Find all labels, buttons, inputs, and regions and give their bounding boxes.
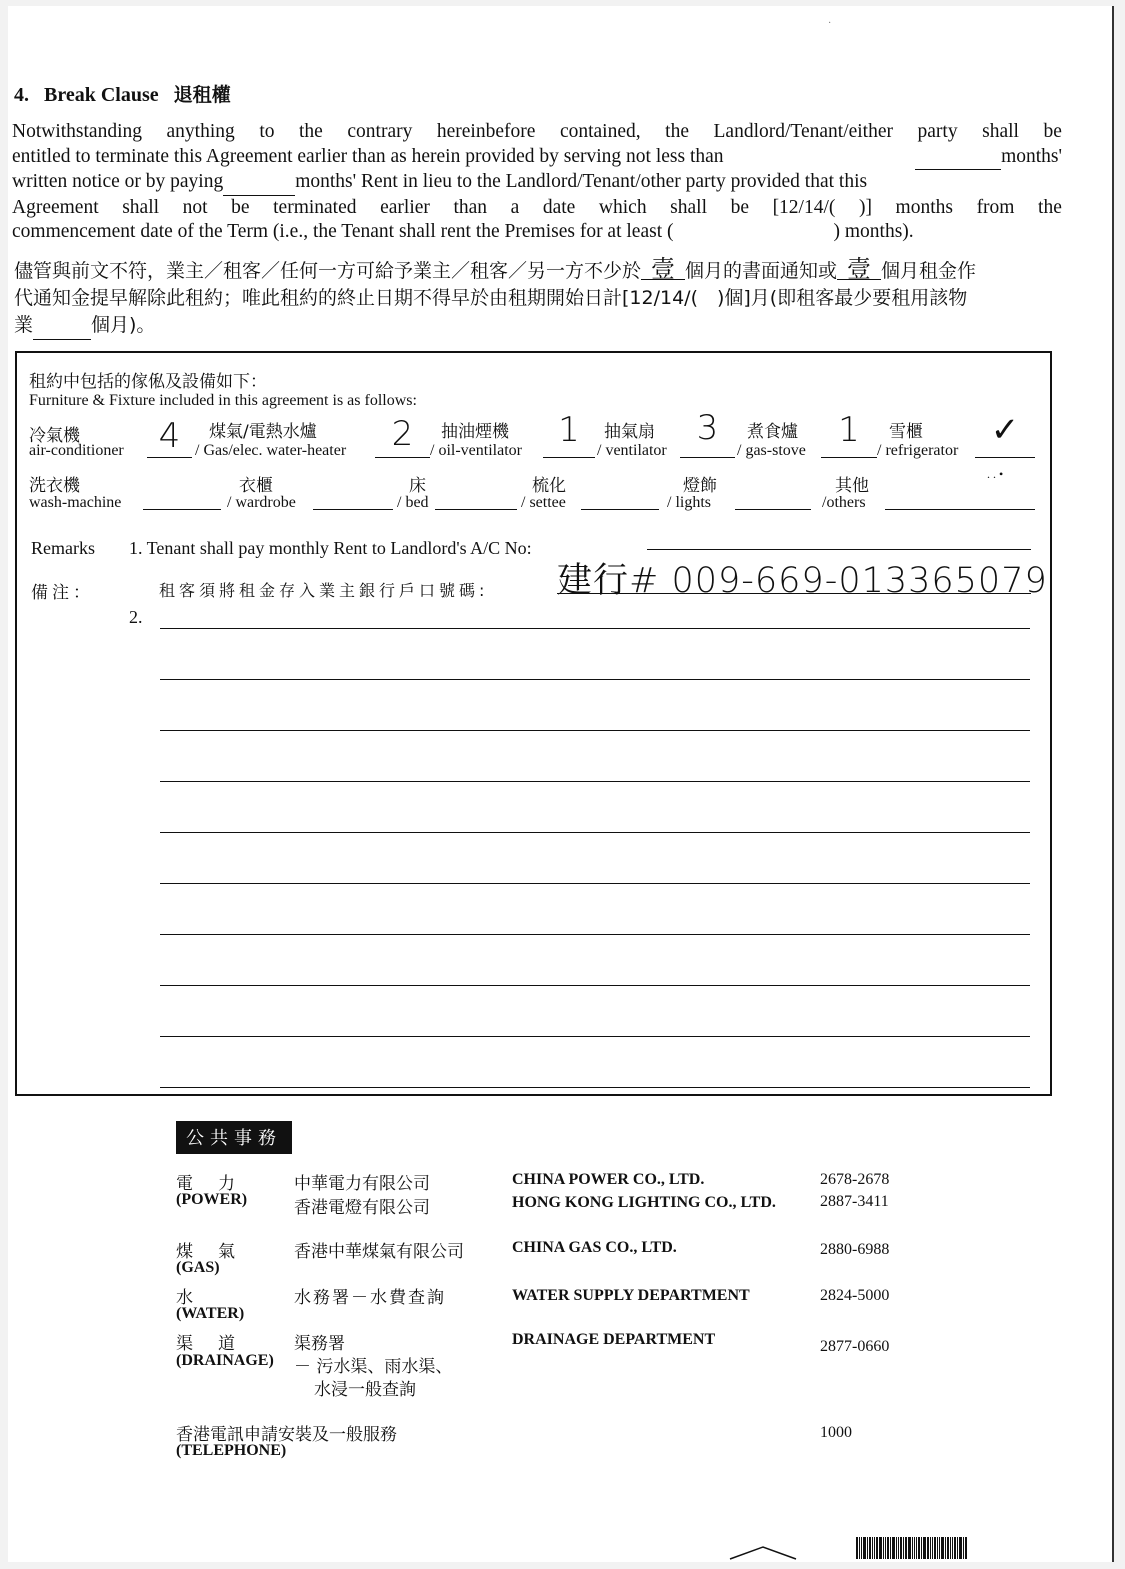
washer-label-en: wash-machine (29, 494, 122, 511)
clause-line-4-word: date (542, 196, 576, 218)
barcode-bar (859, 1537, 860, 1559)
gas-phone: 2880-6988 (820, 1241, 890, 1258)
clause-line-4-word: be (231, 196, 250, 218)
clause-line-3-end: months' Rent in lieu to the Landlord/Tenant/other party provided that this (295, 171, 868, 193)
gas-stove-label-zh: 煮食爐 (747, 422, 798, 442)
remark-line (160, 1036, 1030, 1037)
ventilator-blank (680, 457, 735, 458)
barcode-bar (927, 1537, 929, 1559)
barcode-bar (918, 1537, 920, 1559)
clause-line-4-word: the (1038, 196, 1062, 218)
drainage-dept-zh-3: 水浸一般查詢 (314, 1380, 416, 1400)
barcode-bar (945, 1537, 946, 1559)
clause-line-4-word: from (976, 196, 1015, 218)
clause-line-2-end: months' (1001, 145, 1062, 167)
zh-line-1a: 儘管與前文不符，業主／租客／任何一方可給予業主／租客／另一方不少於 (14, 260, 642, 282)
clause-line-1-word: to (259, 121, 275, 142)
drainage-dept-zh-2: － 污水渠、雨水渠、 (294, 1357, 453, 1377)
drainage-phone: 2877-0660 (820, 1338, 890, 1355)
section-number: 4. (14, 84, 29, 106)
wardrobe-label-zh: 衣櫃 (239, 476, 273, 496)
refrigerator-blank (975, 457, 1035, 458)
gas-stove-label-en: / gas-stove (737, 442, 806, 459)
clause-line-1-word: Notwithstanding (12, 121, 142, 142)
barcode-bar (912, 1537, 913, 1559)
gas-stove-blank (821, 457, 877, 458)
section-title-en: Break Clause (44, 84, 159, 106)
power-phone-1: 2678-2678 (820, 1171, 890, 1188)
zh-min-months-blank (33, 312, 91, 340)
zh-line-1b: 個月的書面通知或 (685, 260, 838, 282)
lights-label-zh: 燈飾 (683, 476, 717, 496)
water-category-en: (WATER) (176, 1305, 245, 1322)
notice-months-blank (915, 145, 1001, 171)
barcode-bar (939, 1537, 940, 1559)
barcode-bar (941, 1537, 944, 1559)
water-heater-blank (375, 457, 430, 458)
gas-category-en: (GAS) (176, 1259, 220, 1276)
clause-line-4-word: shall (122, 196, 160, 218)
wardrobe-blank (313, 509, 393, 510)
bed-label-zh: 床 (409, 476, 426, 496)
barcode-bar (867, 1537, 868, 1559)
barcode-bar (921, 1537, 922, 1559)
settee-blank (581, 509, 659, 510)
clause-line-3-text: written notice or by paying (12, 171, 224, 193)
clause-line-4 (12, 196, 1062, 221)
clause-line-4-word: Agreement (12, 196, 99, 218)
barcode-bar (898, 1537, 899, 1559)
gas-company-en: CHINA GAS CO., LTD. (512, 1239, 677, 1256)
lights-label-en: / lights (667, 494, 712, 511)
remarks-item-1-zh: 租客須將租金存入業主銀行戶口號碼: (159, 581, 489, 600)
clause-line-2 (12, 145, 1062, 171)
clause-line-4-word: shall (670, 196, 707, 218)
ventilator-qty-handwritten: 3 (696, 408, 719, 448)
barcode-bar (914, 1537, 915, 1559)
clause-line-5-end: ) months). (833, 221, 914, 243)
barcode-bar (923, 1537, 926, 1559)
settee-label-zh: 梳化 (532, 476, 566, 496)
others-label-zh: 其他 (835, 476, 869, 496)
barcode-bar (947, 1537, 949, 1559)
zh-line-1 (14, 255, 1104, 285)
aircon-qty-handwritten: 4 (158, 416, 181, 456)
water-heater-label-zh: 煤氣/電熱水爐 (209, 422, 317, 442)
clause-line-1-word: anything (166, 121, 235, 142)
gas-company-zh: 香港中華煤氣有限公司 (294, 1242, 464, 1262)
remarks-item-2: 2. (129, 607, 143, 627)
barcode-bar (957, 1537, 958, 1559)
clause-line-5 (12, 220, 1062, 245)
barcode-bar (954, 1537, 956, 1559)
power-company-zh-2: 香港電燈有限公司 (294, 1198, 430, 1218)
remark-line (160, 730, 1030, 731)
oil-ventilator-label-en: / oil-ventilator (430, 442, 522, 459)
barcode-bar (965, 1537, 967, 1559)
washer-blank (143, 509, 221, 510)
refrigerator-check-handwritten: ✓ (990, 410, 1020, 450)
power-category-en: (POWER) (176, 1191, 248, 1208)
furniture-title-en: Furniture & Fixture included in this agreement is as follows: (29, 392, 417, 409)
remark-line (160, 781, 1030, 782)
barcode-bar (887, 1537, 889, 1559)
break-clause-chinese (14, 255, 1104, 340)
furniture-remarks-box (15, 351, 1052, 1096)
clause-line-1-word: hereinbefore (436, 121, 536, 142)
refrigerator-label-en: / refrigerator (877, 442, 959, 459)
clause-line-4-word: terminated (273, 196, 357, 218)
account-number-handwritten: 建行# 009-669-013365079 (557, 561, 1048, 601)
clause-line-1-word: the (665, 121, 689, 142)
barcode-bar (934, 1537, 936, 1559)
water-dept-en: WATER SUPPLY DEPARTMENT (512, 1287, 750, 1304)
clause-line-5-text: commencement date of the Term (i.e., the Tenant shall rent the Premises for at least ( (12, 221, 674, 243)
drainage-dept-zh: 渠務署 (294, 1334, 345, 1354)
clause-line-4-word: months (895, 196, 953, 218)
barcode-bar (883, 1537, 884, 1559)
power-phone-2: 2887-3411 (820, 1193, 889, 1210)
aircon-blank (147, 457, 192, 458)
remarks-item-1: 1. Tenant shall pay monthly Rent to Landlord's A/C No: (129, 538, 532, 558)
section-title-zh: 退租權 (173, 84, 231, 106)
power-company-en-2: HONG KONG LIGHTING CO., LTD. (512, 1194, 776, 1211)
barcode-bar (908, 1537, 911, 1559)
barcode-bar (885, 1537, 886, 1559)
aircon-label-zh: 冷氣機 (29, 426, 80, 446)
clause-line-1-word: Landlord/Tenant/either (713, 121, 893, 142)
clause-line-4-word: than (453, 196, 488, 218)
clause-line-1-word: shall (982, 121, 1019, 142)
barcode-bar (959, 1537, 962, 1559)
drainage-category-en: (DRAINAGE) (176, 1352, 274, 1369)
clause-line-1-word: party (917, 121, 958, 142)
barcode-bar (863, 1537, 866, 1559)
rent-in-lieu-blank (223, 170, 295, 196)
barcode-bar (879, 1537, 882, 1559)
oil-ventilator-blank (543, 457, 595, 458)
break-clause-english (12, 120, 1062, 245)
public-affairs-title: 公共事務 (176, 1121, 292, 1154)
water-dept-zh: 水務署－水費查詢 (294, 1288, 446, 1308)
section-heading (14, 80, 231, 107)
power-company-zh-1: 中華電力有限公司 (294, 1174, 430, 1194)
barcode-bar (861, 1537, 862, 1559)
gas-category-zh: 煤 氣 (176, 1242, 239, 1262)
remark-line (160, 679, 1030, 680)
drainage-dept-en: DRAINAGE DEPARTMENT (512, 1331, 716, 1348)
clause-line-4-word: )] (858, 196, 872, 218)
barcode-bar (900, 1537, 902, 1559)
ventilator-label-en: / ventilator (597, 442, 667, 459)
remark-line (160, 934, 1030, 935)
handwritten-rent-months: 壹 (837, 259, 881, 280)
clause-line-4-word: [12/14/( (772, 196, 836, 218)
min-term-blank (674, 220, 834, 245)
oil-ventilator-label-zh: 抽油煙機 (441, 422, 509, 442)
oil-ventilator-qty-handwritten: 1 (558, 410, 580, 450)
page-fold-mark (728, 1545, 798, 1561)
barcode-bar (916, 1537, 917, 1559)
lights-blank (735, 509, 811, 510)
barcode-bar (930, 1537, 931, 1559)
barcode-bar (963, 1537, 964, 1559)
power-company-en-1: CHINA POWER CO., LTD. (512, 1171, 705, 1188)
barcode-bar (876, 1537, 878, 1559)
barcode-bar (950, 1537, 951, 1559)
clause-line-1 (12, 120, 1062, 145)
account-line-1 (647, 549, 1031, 550)
telephone-category-en: (TELEPHONE) (176, 1442, 287, 1459)
zh-line-3 (14, 312, 1104, 340)
furniture-title-zh: 租約中包括的傢俬及設備如下： (29, 372, 267, 392)
barcode (856, 1537, 994, 1559)
zh-line-2: 代通知金提早解除此租約；唯此租約的終止日期不得早於由租期開始日計[12/14/( )個]月(即租客最少要租用該物 (14, 287, 968, 309)
clause-line-1-word: be (1043, 121, 1062, 142)
remark-line (160, 985, 1030, 986)
remark-line (160, 883, 1030, 884)
scan-speck: · (828, 18, 832, 29)
clause-line-1-word: contained, (559, 121, 641, 142)
zh-line-1c: 個月租金作 (881, 260, 977, 282)
barcode-bar (890, 1537, 891, 1559)
zh-line-3a: 業 (14, 314, 34, 336)
remark-line (160, 628, 1030, 629)
clause-line-4-word: not (182, 196, 208, 218)
barcode-bar (952, 1537, 953, 1559)
telephone-number: 1000 (820, 1424, 852, 1441)
others-blank (885, 509, 1035, 510)
telephone-category-zh: 香港電訊申請安裝及一般服務 (176, 1425, 397, 1445)
gas-stove-qty-handwritten: 1 (838, 410, 860, 450)
bed-label-en: / bed (397, 494, 429, 511)
clause-line-1-word: contrary (347, 121, 413, 142)
barcode-bar (932, 1537, 933, 1559)
barcode-bar (937, 1537, 938, 1559)
clause-line-2-text: entitled to terminate this Agreement earlier than as herein provided by serving not less than (12, 145, 724, 167)
wardrobe-label-en: / wardrobe (227, 494, 296, 511)
barcode-bar (905, 1537, 907, 1559)
washer-label-zh: 洗衣機 (29, 476, 80, 496)
refrigerator-label-zh: 雪櫃 (889, 422, 923, 442)
water-category-zh: 水 (176, 1288, 193, 1308)
aircon-label-en: air-conditioner (29, 442, 124, 459)
drainage-category-zh: 渠 道 (176, 1334, 239, 1354)
handwritten-notice-months: 壹 (641, 259, 685, 280)
zh-line-3b: 個月)。 (91, 314, 156, 336)
bed-blank (435, 509, 517, 510)
clause-line-4-word: earlier (380, 196, 430, 218)
remark-line (160, 1087, 1030, 1088)
clause-line-4-word: a (510, 196, 520, 218)
barcode-bar (869, 1537, 871, 1559)
ventilator-label-zh: 抽氣扇 (604, 422, 655, 442)
water-phone: 2824-5000 (820, 1287, 890, 1304)
power-category-zh: 電 力 (176, 1174, 239, 1194)
water-heater-qty-handwritten: 2 (391, 414, 414, 454)
barcode-bar (856, 1537, 858, 1559)
barcode-bar (892, 1537, 895, 1559)
clause-line-4-word: be (730, 196, 749, 218)
barcode-bar (874, 1537, 875, 1559)
remark-line (160, 832, 1030, 833)
clause-line-1-word: the (299, 121, 323, 142)
barcode-bar (903, 1537, 904, 1559)
settee-label-en: / settee (521, 494, 566, 511)
document-page (8, 6, 1114, 1562)
barcode-bar (872, 1537, 873, 1559)
clause-line-4-word: which (598, 196, 647, 218)
remarks-label: Remarks (31, 538, 95, 558)
stray-dots: . . • (987, 467, 1004, 481)
barcode-bar (896, 1537, 897, 1559)
clause-line-3 (12, 170, 1062, 196)
water-heater-label-en: / Gas/elec. water-heater (195, 442, 347, 459)
remarks-label-zh: 備注： (31, 583, 94, 603)
others-label-en: /others (822, 494, 866, 511)
